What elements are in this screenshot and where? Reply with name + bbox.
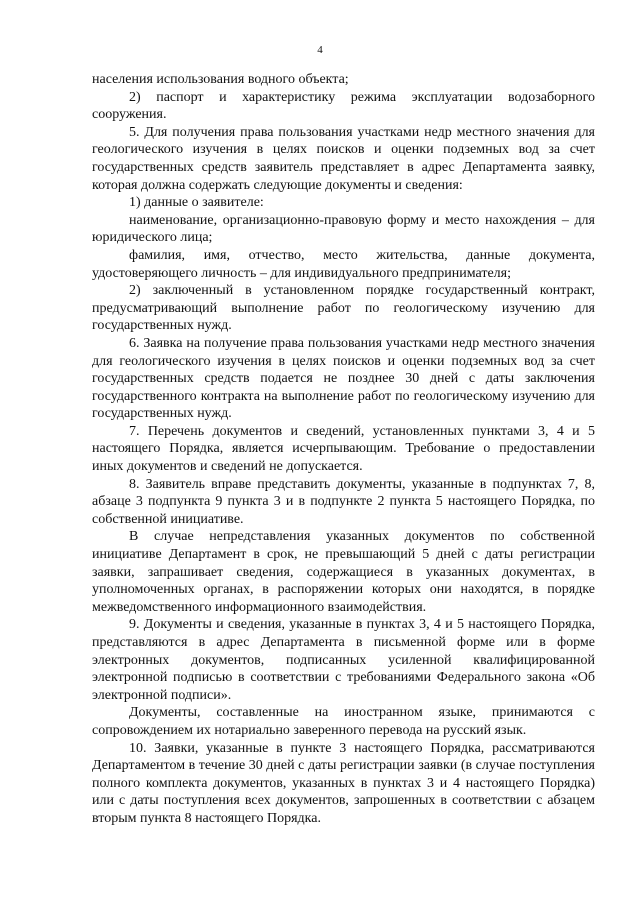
paragraph: фамилия, имя, отчество, место жительства, данные документа, удостоверяющего личность – для индивидуального предпринимателя; <box>92 247 595 281</box>
paragraph: 2) заключенный в установленном порядке государственный контракт, предусматривающий выполнение работ по геологическому изучению для государственных нужд. <box>92 283 595 334</box>
paragraph: 2) паспорт и характеристику режима эксплуатации водозаборного сооружения. <box>92 89 595 123</box>
paragraph: 5. Для получения права пользования участками недр местного значения для геологического изучения в целях поисков и оценки подземных вод за счет государственных средств заявитель представляет в адрес Департамента заявку, которая должна содержать следующие документы и сведения: <box>92 124 595 193</box>
paragraph: 7. Перечень документов и сведений, установленных пунктами 3, 4 и 5 настоящего Порядка, является исчерпывающим. Требование о предоставлении иных документов и сведений не допускается. <box>92 423 595 475</box>
paragraph: 9. Документы и сведения, указанные в пунктах 3, 4 и 5 настоящего Порядка, представляются в адрес Департамента в письменной форме или в форме электронных документов, подписанных усиленной квалифицированной электронной подписью в соответствии с требованиями Федерального закона «Об электронной подписи». <box>92 617 595 703</box>
paragraph: 1) данные о заявителе: <box>129 195 264 211</box>
paragraph: 8. Заявитель вправе представить документы, указанные в подпунктах 7, 8, абзаце 3 подпункта 9 пункта 3 и в подпункте 2 пункта 5 настоящего Порядка, по собственной инициативе. <box>92 476 595 527</box>
paragraph: Документы, составленные на иностранном языке, принимаются с сопровождением их нотариально заверенного перевода на русский язык. <box>92 705 595 738</box>
paragraph: населения использования водного объекта; <box>92 72 349 87</box>
paragraph: наименование, организационно-правовую форму и место нахождения – для юридического лица; <box>92 212 595 246</box>
paragraph: В случае непредставления указанных документов по собственной инициативе Департамент в срок, не превышающий 5 дней с даты регистрации заявки, запрашивает сведения, содержащиеся в указанных документах, в уполномоченных органах, в распоряжении которых они находятся, в порядке межведомственного информационного взаимодействия. <box>92 529 595 615</box>
page-number: 4 <box>317 44 323 56</box>
paragraph: 6. Заявка на получение права пользования участками недр местного значения для геологического изучения в целях поисков и оценки подземных вод за счет государственных средств подается не позднее 30 дней с даты заключения государственного контракта на выполнение работ по геологическому изучению для государственных нужд. <box>92 335 595 422</box>
paragraph: 10. Заявки, указанные в пункте 3 настоящего Порядка, рассматриваются Департаментом в течение 30 дней с даты регистрации заявки (в случае поступления полного комплекта документов, указанных в пунктах 3 и 4 настоящего Порядка) или с даты поступления всех документов, запрошенных в соответствии с абзацем вторым пункта 8 настоящего Порядка. <box>92 740 595 826</box>
document-body <box>92 71 595 828</box>
